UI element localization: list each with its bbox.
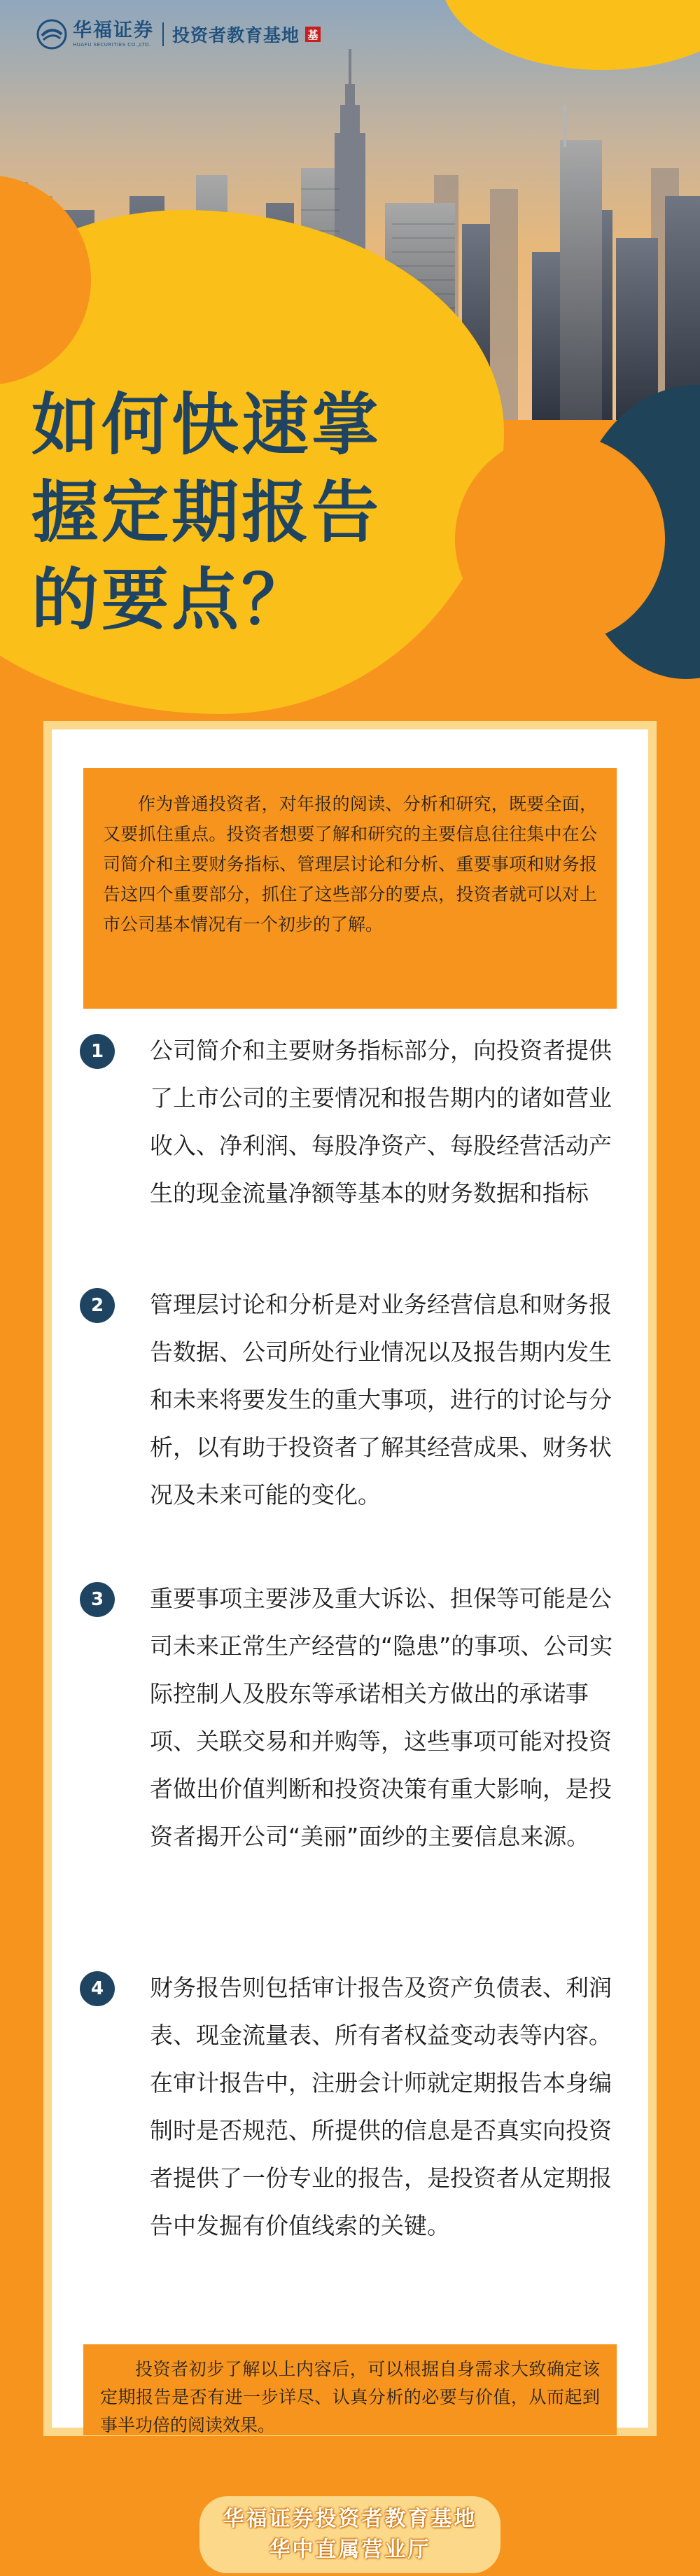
- company-name: 华福证券: [73, 20, 154, 41]
- company-name-en: HUAFU SECURITIES CO.,LTD.: [73, 42, 151, 48]
- brand-divider: [162, 22, 164, 46]
- key-point-text: 财务报告则包括审计报告及资产负债表、利润表、现金流量表、所有者权益变动表等内容。在审计报告中，注册会计师就定期报告本身编制时是否规范、所提供的信息是否真实向投资者提供了一份专业的报告，是投资者从定期报告中发掘有价值线索的关键。: [150, 1974, 612, 2239]
- content-panel: [52, 729, 648, 2435]
- decor-blob-orange-right: [455, 434, 665, 644]
- title-line-3: 的要点？: [31, 561, 312, 639]
- number-badge: 1: [80, 1034, 115, 1069]
- brand-header: [36, 17, 321, 52]
- title-line-2: 握定期报告: [31, 473, 382, 552]
- company-logo-icon: [36, 19, 67, 50]
- content-frame: [43, 721, 657, 2436]
- number-badge: 2: [80, 1288, 115, 1323]
- footer-line-2: 华中直属营业厅: [269, 2538, 431, 2562]
- outro-paragraph: 投资者初步了解以上内容后，可以根据自身需求大致确定该定期报告是否有进一步详尽、认真分析的必要与价值，从而起到事半功倍的阅读效果。: [83, 2344, 617, 2435]
- key-point-text: 公司简介和主要财务指标部分，向投资者提供了上市公司的主要情况和报告期内的诸如营业收入、净利润、每股净资产、每股经营活动产生的现金流量净额等基本的财务数据和指标: [150, 1037, 612, 1207]
- intro-paragraph: 作为普通投资者，对年报的阅读、分析和研究，既要全面，又要抓住重点。投资者想要了解和研究的主要信息往往集中在公司简介和主要财务指标、管理层讨论和分析、重要事项和财务报告这四个重要部分，抓住了这些部分的要点，投资者就可以对上市公司基本情况有一个初步的了解。: [83, 768, 617, 1009]
- number-badge: 3: [80, 1582, 115, 1617]
- number-badge: 4: [80, 1971, 115, 2006]
- title-line-1: 如何快速掌: [31, 386, 382, 464]
- hero: [0, 0, 700, 721]
- footer-badge: [200, 2496, 500, 2573]
- page-title: [31, 382, 382, 644]
- company-name-block: [73, 21, 154, 48]
- key-point-text: 重要事项主要涉及重大诉讼、担保等可能是公司未来正常生产经营的“隐患”的事项、公司实际控制人及股东等承诺相关方做出的承诺事项、关联交易和并购等，这些事项可能对投资者做出价值判断和投资决策有重大影响，是投资者揭开公司“美丽”面纱的主要信息来源。: [150, 1585, 613, 1850]
- investor-education-base-label: 投资者教育基地: [172, 25, 300, 46]
- footer-line-1: 华福证券投资者教育基地: [223, 2507, 477, 2531]
- seal-badge: 基: [305, 27, 321, 42]
- key-point-text: 管理层讨论和分析是对业务经营信息和财务报告数据、公司所处行业情况以及报告期内发生和未来将要发生的重大事项，进行的讨论与分析，以有助于投资者了解其经营成果、财务状况及未来可能的变化。: [150, 1291, 612, 1508]
